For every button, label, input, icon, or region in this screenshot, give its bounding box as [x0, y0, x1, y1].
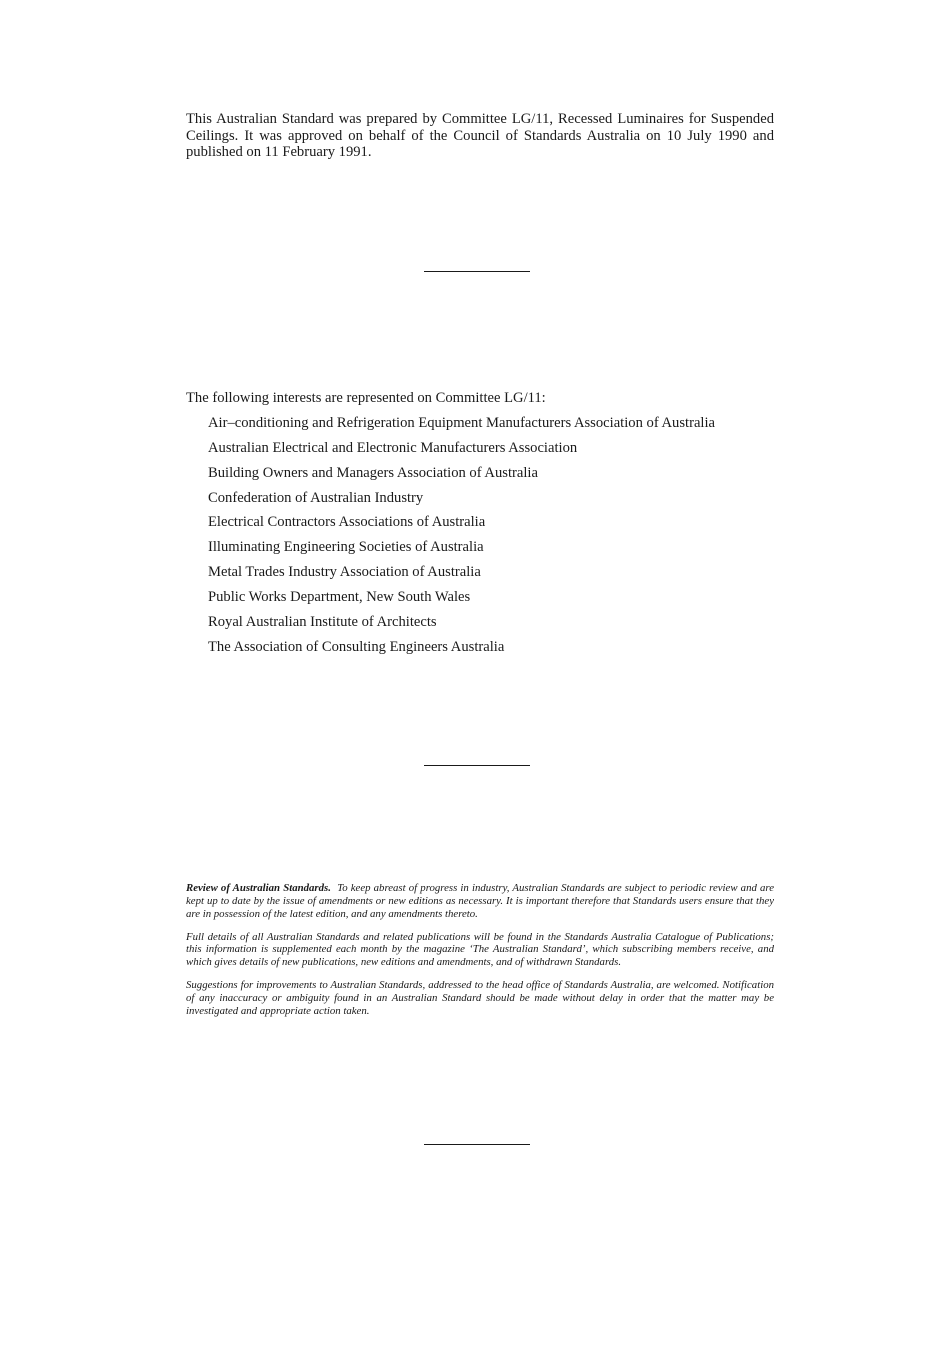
- committee-member: Confederation of Australian Industry: [208, 489, 424, 506]
- committee-heading: The following interests are represented on Committee LG/11:: [186, 390, 546, 406]
- committee-member: Australian Electrical and Electronic Manufacturers Association: [208, 439, 578, 456]
- divider-rule: [424, 271, 530, 272]
- catalogue-paragraph: Full details of all Australian Standards and related publications will be found in the Standards Australia Catalogue of Publications; this information is supplemented each month by the magazine ‘The Australian Standard’, which subscribing members receive, and which gives details of new publications, new editions and amendments, and of withdrawn Standards.: [186, 930, 774, 969]
- committee-member: Building Owners and Managers Association of Australia: [208, 464, 538, 481]
- committee-member: Public Works Department, New South Wales: [208, 589, 471, 606]
- review-notice: [186, 882, 774, 1028]
- preparation-statement: This Australian Standard was prepared by Committee LG/11, Recessed Luminaires for Suspended Ceilings. It was approved on behalf of the Council of Standards Australia on 10 July 1990 and published on 11 February 1991.: [186, 111, 774, 160]
- divider-rule: [424, 1144, 530, 1145]
- suggestions-paragraph: Suggestions for improvements to Australian Standards, addressed to the head office of Standards Australia, are welcomed. Notification of any inaccuracy or ambiguity found in an Australian Standard should be made without delay in order that the matter may be investigated and appropriate action taken.: [186, 979, 774, 1017]
- review-text: To keep abreast of progress in industry, Australian Standards are subject to periodic review and are kept up to date by the issue of amendments or new editions as necessary. It is important therefore that Standards users ensure that they are in possession of the latest edition, and any amendments thereto.: [186, 882, 774, 920]
- committee-member: Air–conditioning and Refrigeration Equipment Manufacturers Association of Australia: [208, 414, 716, 431]
- committee-section: [186, 389, 774, 663]
- committee-member-list: [186, 414, 774, 656]
- committee-member: Metal Trades Industry Association of Australia: [208, 564, 481, 581]
- committee-member: Electrical Contractors Associations of Australia: [208, 514, 486, 531]
- review-lead: Review of Australian Standards.: [186, 882, 331, 894]
- divider-rule: [424, 765, 530, 766]
- committee-member: Illuminating Engineering Societies of Australia: [208, 539, 484, 556]
- committee-member: The Association of Consulting Engineers Australia: [208, 638, 505, 655]
- review-paragraph: [186, 882, 774, 921]
- committee-member: Royal Australian Institute of Architects: [208, 614, 437, 631]
